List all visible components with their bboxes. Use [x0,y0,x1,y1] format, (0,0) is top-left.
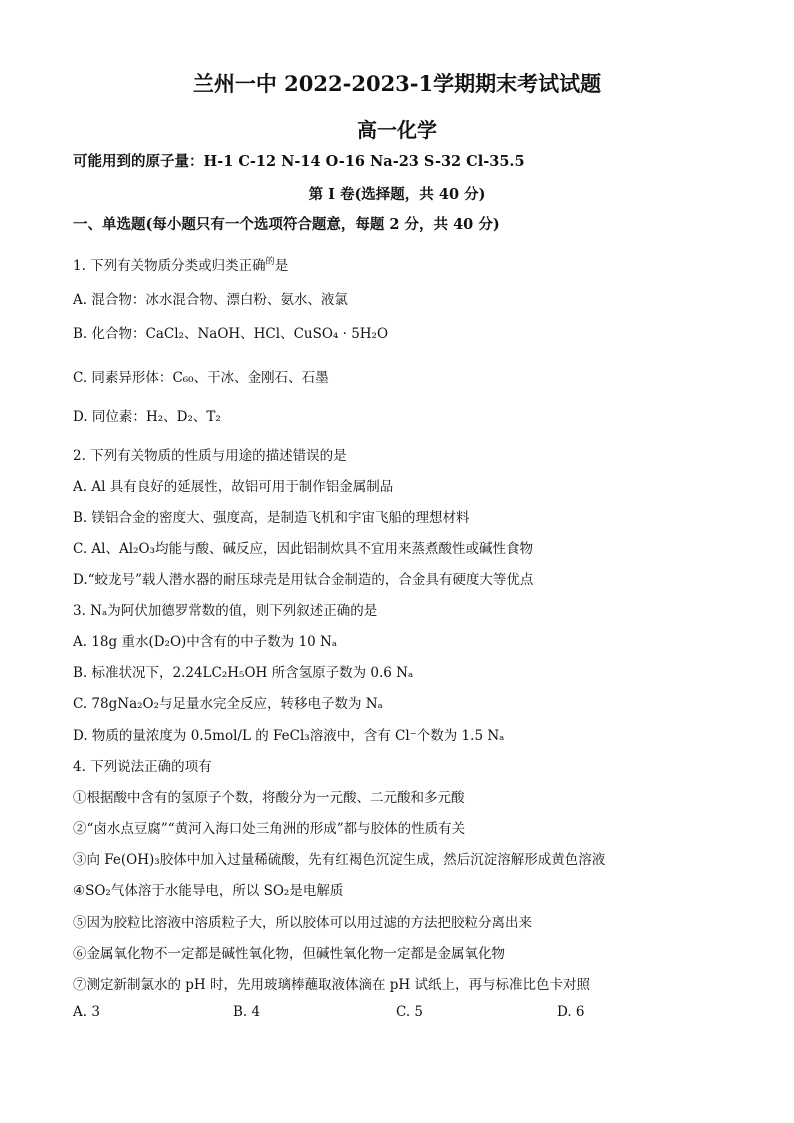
question-4-item-5: ⑤因为胶粒比溶液中溶质粒子大，所以胶体可以用过滤的方法把胶粒分离出来 [73,915,532,931]
question-4-item-2: ②“卤水点豆腐”“黄河入海口处三角洲的形成”都与胶体的性质有关 [73,821,466,837]
atomic-mass-line: 可能用到的原子量：H-1 C-12 N-14 O-16 Na-23 S-32 Cl-35.5 [73,153,525,170]
question-1-option-c: C. 同素异形体：C₆₀、干冰、金刚石、石墨 [73,370,329,386]
question-4-option-d: D. 6 [557,1004,585,1020]
question-4-item-4: ④SO₂气体溶于水能导电，所以 SO₂是电解质 [73,883,344,899]
section-heading: 一、单选题(每小题只有一个选项符合题意，每题 2 分，共 40 分) [73,216,500,233]
question-4-item-1: ①根据酸中含有的氢原子个数，将酸分为一元酸、二元酸和多元酸 [73,790,465,806]
question-4-option-a: A. 3 [73,1004,100,1020]
volume-heading: 第 I 卷(选择题，共 40 分) [308,186,486,203]
question-3-stem: 3. Nₐ为阿伏加德罗常数的值，则下列叙述正确的是 [73,603,378,619]
exam-title: 兰州一中 2022-2023-1学期期末考试试题 [192,71,602,96]
question-3-option-c: C. 78gNa₂O₂与足量水完全反应，转移电子数为 Nₐ [73,696,383,712]
question-1-option-d: D. 同位素：H₂、D₂、T₂ [73,409,221,425]
exam-subject: 高一化学 [357,118,437,142]
question-4-item-3: ③向 Fe(OH)₃胶体中加入过量稀硫酸，先有红褐色沉淀生成，然后沉淀溶解形成黄色溶液 [73,852,606,868]
question-2-option-d: D.“蛟龙号”载人潜水器的耐压球壳是用钛合金制造的，合金具有硬度大等优点 [73,572,534,588]
question-4-item-6: ⑥金属氧化物不一定都是碱性氧化物，但碱性氧化物一定都是金属氧化物 [73,946,505,962]
question-2-stem: 2. 下列有关物质的性质与用途的描述错误的是 [73,448,347,464]
question-1-option-b: B. 化合物：CaCl₂、NaOH、HCl、CuSO₄ · 5H₂O [73,326,389,342]
question-3-option-d: D. 物质的量浓度为 0.5mol/L 的 FeCl₃溶液中，含有 Cl⁻个数为 1.5 Nₐ [73,728,505,744]
question-2-option-c: C. Al、Al₂O₃均能与酸、碱反应，因此铝制炊具不宜用来蒸煮酸性或碱性食物 [73,541,533,557]
question-4-stem: 4. 下列说法正确的项有 [73,759,212,775]
question-2-option-a: A. Al 具有良好的延展性，故铝可用于制作铝金属制品 [73,479,394,495]
question-1-stem: 1. 下列有关物质分类或归类正确$^的$是 [73,257,289,274]
question-4-option-c: C. 5 [396,1004,424,1020]
question-3-option-a: A. 18g 重水(D₂O)中含有的中子数为 10 Nₐ [73,634,338,650]
question-2-option-b: B. 镁铝合金的密度大、强度高，是制造飞机和宇宙飞船的理想材料 [73,510,470,526]
question-3-option-b: B. 标准状况下，2.24LC₂H₅OH 所含氢原子数为 0.6 Nₐ [73,665,414,681]
question-4-option-b: B. 4 [233,1004,261,1020]
question-1-option-a: A. 混合物：冰水混合物、漂白粉、氨水、液氯 [73,292,348,308]
question-4-item-7: ⑦测定新制氯水的 pH 时，先用玻璃棒蘸取液体滴在 pH 试纸上，再与标准比色卡对照 [73,977,590,993]
